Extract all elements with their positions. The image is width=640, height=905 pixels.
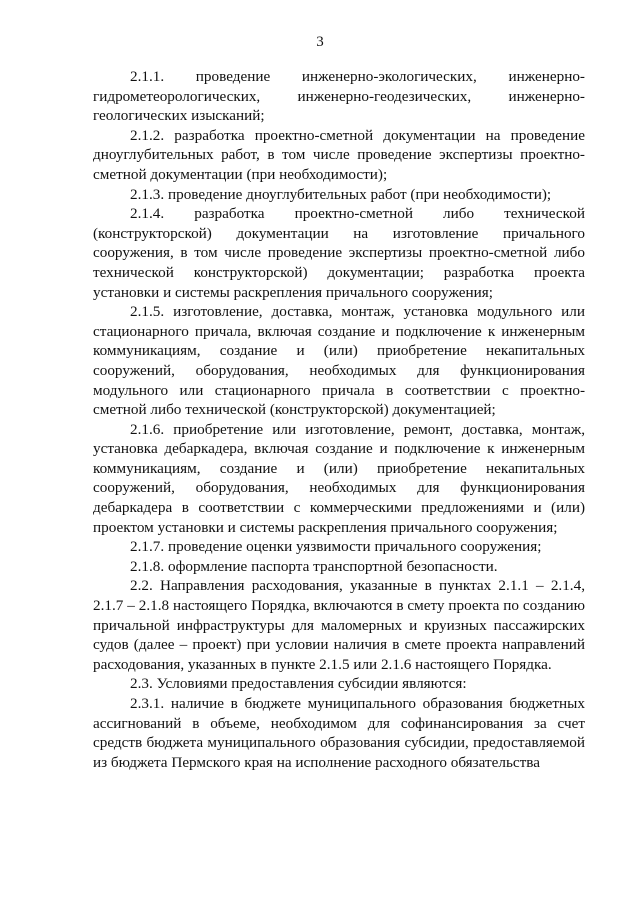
- clause-2-2: 2.2. Направления расходования, указанные в пунктах 2.1.1 – 2.1.4, 2.1.7 – 2.1.8 настоящего Порядка, включаются в смету проекта по созданию причальной инфраструктуры для маломерных и круизных пассажирских судов (далее – проект) при условии наличия в смете проекта направлений расходования, указанных в пункте 2.1.5 или 2.1.6 настоящего Порядка.: [93, 577, 585, 673]
- clause-2-1-1: 2.1.1. проведение инженерно-экологических, инженерно-гидрометеорологических, инженерно-геодезических, инженерно-геологических изысканий;: [93, 68, 585, 125]
- clause-2-3-1: 2.3.1. наличие в бюджете муниципального образования бюджетных ассигнований в объеме, необходимом для софинансирования за счет средств бюджета муниципального образования субсидии, предоставляемой из бюджета Пермского края на исполнение расходного обязательства: [93, 695, 585, 771]
- clause-2-1-8: 2.1.8. оформление паспорта транспортной безопасности.: [130, 557, 498, 575]
- clause-2-1-7: 2.1.7. проведение оценки уязвимости причального сооружения;: [130, 538, 542, 556]
- clause-2-3: 2.3. Условиями предоставления субсидии являются:: [130, 675, 467, 693]
- clause-2-1-3: 2.1.3. проведение дноуглубительных работ (при необходимости);: [130, 185, 552, 203]
- clause-2-1-2: 2.1.2. разработка проектно-сметной документации на проведение дноуглубительных работ, в том числе проведение экспертизы проектно-сметной документации (при необходимости);: [93, 126, 585, 183]
- clause-2-1-5: 2.1.5. изготовление, доставка, монтаж, установка модульного или стационарного причала, включая создание и подключение к инженерным коммуникациям, создание и (или) приобретение некапитальных сооружений, оборудования, необходимых для функционирования модульного или стационарного причала в соответствии с проектно-сметной либо технической (конструкторской) документацией;: [93, 303, 585, 419]
- clause-2-1-4: 2.1.4. разработка проектно-сметной либо технической (конструкторской) документации на изготовление причального сооружения, в том числе проведение экспертизы проектно-сметной либо технической конструкторской) документации; разработка проекта установки и системы раскрепления причального сооружения;: [93, 205, 585, 301]
- page-number: 3: [316, 34, 324, 50]
- clause-2-1-6: 2.1.6. приобретение или изготовление, ремонт, доставка, монтаж, установка дебаркадера, включая создание и подключение к инженерным коммуникациям, создание и (или) приобретение некапитальных сооружений, оборудования, необходимых для функционирования дебаркадера в соответствии с коммерческими предложениями и (или) проектом установки и системы раскрепления причального сооружения;: [93, 420, 585, 536]
